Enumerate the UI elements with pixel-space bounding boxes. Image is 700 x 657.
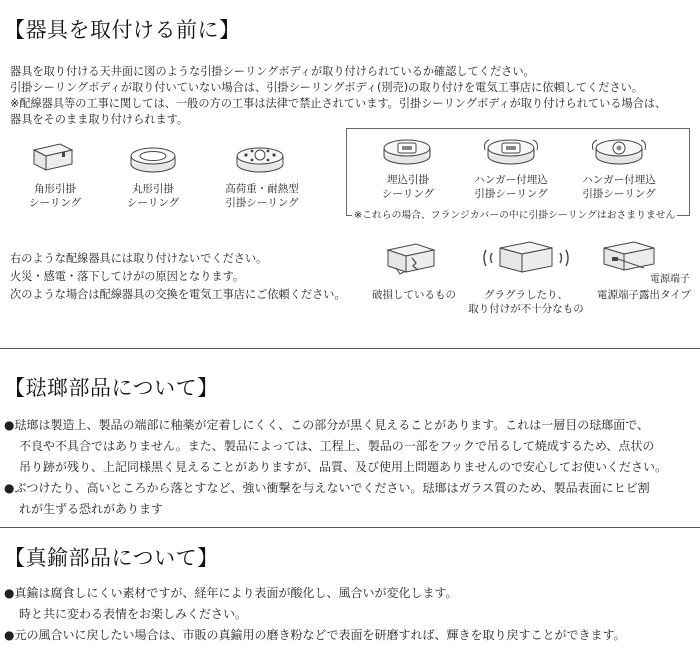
section-divider — [0, 348, 700, 349]
round-ceiling-icon — [128, 144, 178, 176]
heavy-duty-ceiling-icon — [234, 142, 286, 176]
terminal-callout: 電源端子 — [650, 274, 690, 285]
recessed-ceiling-icon — [381, 134, 433, 168]
warning-line: 右のような配線器具には取り付けないでください。 — [10, 252, 268, 265]
bad-caption-damaged — [372, 288, 454, 302]
bullet-icon: ● — [4, 586, 15, 600]
note-text: 吊り跡が残り、上記同様黒く見えることがありますが、品質、及び使用上問題ありませんので安心してお使いください。 — [19, 460, 668, 474]
preparation-intro — [10, 64, 666, 128]
note-line — [4, 625, 626, 646]
intro-line: 器具をそのまま取り付けられます。 — [10, 113, 189, 126]
intro-line: 引掛シーリングボディが取り付いていない場合は、引掛シーリングボディ(別売)の取り付けを電気工事店に依頼してください。 — [10, 81, 643, 94]
caption-line: シーリング — [126, 197, 180, 209]
caption-line: ハンガー付埋込 — [474, 174, 548, 186]
note-line — [4, 478, 667, 499]
intro-line: 器具を取り付ける天井面に図のような引掛シーリングボディが取り付けられているか確認してください。 — [10, 65, 535, 78]
damaged-outlet-icon — [382, 238, 440, 280]
bullet-icon: ● — [4, 628, 15, 642]
intro-line: ※配線器具等の工事に関しては、一般の方の工事は法律で禁止されています。引掛シーリングボディが取り付けられている場合は、 — [10, 97, 667, 110]
caption-line: 角形引掛 — [34, 183, 76, 195]
note-text: 元の風合いに戻したい場合は、市販の真鍮用の磨き粉などで表面を研磨すれば、輝きを取り戻すことができます。 — [14, 628, 626, 642]
section-title-preparation: 【器具を取付ける前に】 — [4, 18, 241, 42]
caption-line: グラグラしたり、 — [484, 289, 568, 301]
caption-line: 引掛シーリング — [474, 188, 548, 200]
hanger-recessed-alt-icon — [591, 134, 647, 168]
note-text: ぶつけたり、高いところから落とすなど、強い衝撃を与えないでください。琺瑯はガラス質のため、製品表面にヒビ割 — [14, 481, 650, 495]
caption-line: 埋込引掛 — [387, 174, 429, 186]
note-text: 時と共に変わる表情をお楽しみください。 — [19, 607, 248, 621]
warning-line: 次のような場合は配線器具の交換を電気工事店にご依頼ください。 — [10, 288, 346, 301]
note-text: 琺瑯は製造上、製品の端部に釉薬が定着しにくく、この部分が黒く見えることがあります。これは一層目の琺瑯面で、 — [14, 418, 650, 432]
section-title-brass: 【真鍮部品について】 — [4, 546, 219, 570]
note-line — [4, 457, 667, 478]
bad-caption-loose — [462, 288, 590, 316]
enamel-notes — [4, 415, 667, 520]
note-text: 不良や不具合ではありません。また、製品によっては、工程上、製品の一部をフックで吊るして焼成するため、点状の — [19, 439, 655, 453]
section-title-enamel: 【琺瑯部品について】 — [4, 376, 219, 400]
note-text: 真鍮は腐食しにくい素材ですが、経年により表面が酸化し、風合いが変化します。 — [14, 586, 458, 600]
caption-line: 取り付けが不十分なもの — [468, 303, 584, 315]
note-line — [4, 604, 626, 625]
caption-line: シーリング — [381, 188, 435, 200]
note-line — [4, 499, 667, 520]
caption-line: 引掛シーリング — [225, 197, 299, 209]
note-line — [4, 583, 626, 604]
caption-line: 引掛シーリング — [582, 188, 656, 200]
brass-notes — [4, 583, 626, 646]
section-divider — [0, 527, 700, 528]
caption-line: 高荷重・耐熱型 — [225, 183, 299, 195]
device-caption-heavy-duty — [218, 182, 306, 210]
flush-caption-recessed — [372, 173, 444, 201]
caption-line: 破損しているもの — [372, 289, 456, 301]
bullet-icon: ● — [4, 481, 15, 495]
bad-caption-exposed — [592, 288, 696, 302]
caption-line: 丸形引掛 — [132, 183, 174, 195]
device-caption-square — [20, 182, 90, 210]
note-text: れが生ずる恐れがあります — [19, 502, 164, 516]
flush-caption-hanger — [466, 173, 556, 201]
note-line — [4, 415, 667, 436]
hanger-recessed-icon — [483, 134, 539, 168]
device-caption-round — [118, 182, 188, 210]
caption-line: ハンガー付埋込 — [582, 174, 656, 186]
bullet-icon: ● — [4, 418, 15, 432]
flush-note: ※これらの場合、フランジカバーの中に引掛シーリングはおさまりません — [352, 207, 677, 221]
warning-line: 火災・感電・落下してけがの原因となります。 — [10, 270, 245, 283]
caption-line: 電源端子露出タイプ — [597, 289, 691, 301]
note-line — [4, 436, 667, 457]
flush-caption-hanger-alt — [574, 173, 664, 201]
wiring-warning — [10, 250, 346, 304]
caption-line: シーリング — [28, 197, 82, 209]
loose-outlet-icon — [480, 236, 572, 280]
square-ceiling-icon — [28, 140, 76, 174]
